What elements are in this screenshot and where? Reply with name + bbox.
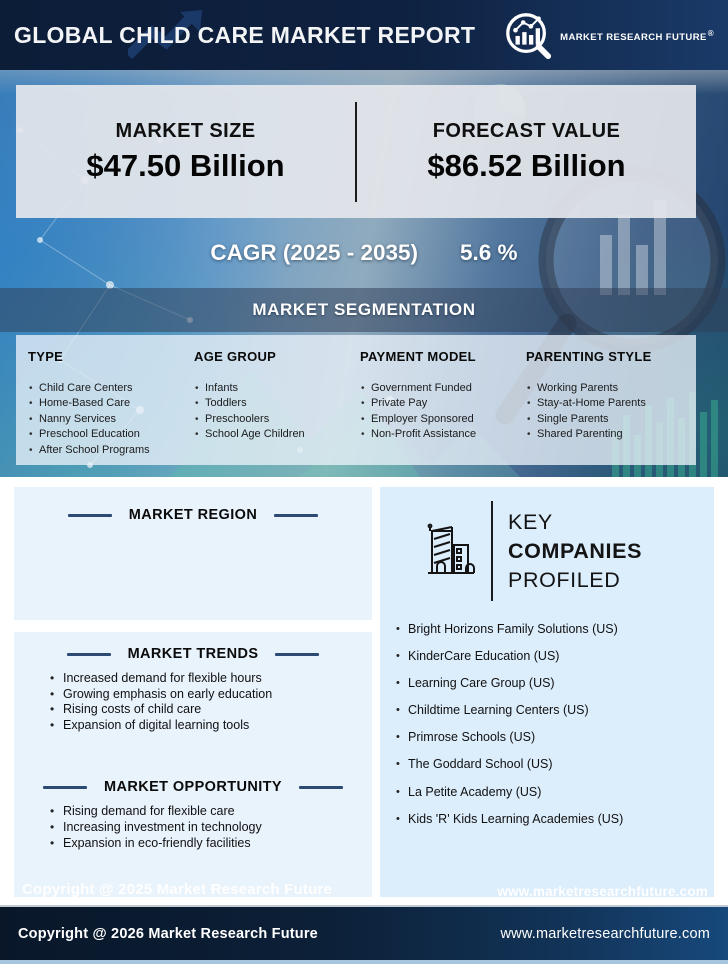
- segmentation-list-payment-model: [360, 381, 524, 443]
- forecast-value-label: FORECAST VALUE: [432, 119, 621, 142]
- segment-item: • School Age Children: [194, 427, 358, 442]
- key-companies-panel: [380, 487, 714, 897]
- key-companies-header: [422, 501, 714, 601]
- company-item: • La Petite Academy (US): [396, 786, 714, 799]
- title-dash-left: [67, 653, 111, 656]
- stats-panel: [16, 85, 696, 218]
- segmentation-list-parenting-style: [526, 381, 690, 443]
- segment-item: • Employer Sponsored: [360, 412, 524, 427]
- segmentation-heading: PAYMENT MODEL: [360, 349, 476, 364]
- market-opportunity-title-row: [14, 733, 372, 795]
- market-trends-title-row: [14, 632, 372, 662]
- watermark-copyright: Copyright @ 2025 Market Research Future: [22, 881, 333, 898]
- market-trends-title: MARKET TRENDS: [127, 646, 259, 662]
- key-companies-list: [396, 623, 714, 825]
- segmentation-band: [0, 288, 728, 332]
- segmentation-column-type: [26, 349, 192, 458]
- building-icon: [422, 523, 476, 579]
- companies-header-divider: [491, 501, 493, 601]
- footer-copyright: Copyright @ 2026 Market Research Future: [18, 925, 318, 942]
- company-item: • The Goddard School (US): [396, 758, 714, 771]
- segment-item: • Shared Parenting: [526, 427, 690, 442]
- segment-item: • Toddlers: [194, 396, 358, 411]
- title-dash-right: [275, 653, 319, 656]
- segment-item: • Government Funded: [360, 381, 524, 396]
- segmentation-heading: AGE GROUP: [194, 349, 277, 364]
- trend-item: • Increased demand for flexible hours: [50, 671, 372, 687]
- trend-item: • Growing emphasis on early education: [50, 687, 372, 703]
- segment-item: • Working Parents: [526, 381, 690, 396]
- company-item: • Kids 'R' Kids Learning Academies (US): [396, 813, 714, 826]
- market-opportunity-list: [50, 804, 372, 851]
- company-item: • Primrose Schools (US): [396, 731, 714, 744]
- key-companies-title: [508, 508, 642, 595]
- company-item: • Bright Horizons Family Solutions (US): [396, 623, 714, 636]
- segmentation-heading: PARENTING STYLE: [526, 349, 652, 364]
- forecast-value-stat: [357, 85, 696, 218]
- segment-item: • Home-Based Care: [28, 396, 192, 411]
- header: [0, 0, 728, 70]
- title-dash-left: [43, 786, 87, 789]
- company-item: • Learning Care Group (US): [396, 677, 714, 690]
- market-opportunity-title: MARKET OPPORTUNITY: [104, 779, 282, 796]
- market-region-title-row: [14, 487, 372, 523]
- key-companies-title-line1: KEY: [508, 509, 553, 534]
- segment-item: • Single Parents: [526, 412, 690, 427]
- company-item: • KinderCare Education (US): [396, 650, 714, 663]
- footer: [0, 905, 728, 960]
- segmentation-column-parenting-style: [524, 349, 690, 458]
- opportunity-item: • Increasing investment in technology: [50, 820, 372, 836]
- opportunity-item: • Rising demand for flexible care: [50, 804, 372, 820]
- key-companies-title-line3: PROFILED: [508, 567, 621, 592]
- segment-item: • Non-Profit Assistance: [360, 427, 524, 442]
- segment-item: • Stay-at-Home Parents: [526, 396, 690, 411]
- bottom-strip: [0, 960, 728, 964]
- cagr-row: [0, 240, 728, 266]
- segment-item: • Infants: [194, 381, 358, 396]
- registered-mark: ®: [707, 29, 714, 38]
- watermark-website: www.marketresearchfuture.com: [497, 884, 708, 899]
- cagr-value: 5.6 %: [460, 240, 518, 265]
- segmentation-column-payment-model: [358, 349, 524, 458]
- forecast-value-value: $86.52 Billion: [427, 147, 626, 183]
- hero-section: [0, 70, 728, 477]
- title-dash-right: [274, 514, 318, 517]
- title-dash-left: [68, 514, 112, 517]
- segmentation-list-type: [28, 381, 192, 458]
- key-companies-title-line2: COMPANIES: [508, 538, 643, 563]
- title-dash-right: [299, 786, 343, 789]
- market-size-label: MARKET SIZE: [115, 119, 256, 142]
- company-item: • Childtime Learning Centers (US): [396, 704, 714, 717]
- segment-item: • Private Pay: [360, 396, 524, 411]
- trend-item: • Rising costs of child care: [50, 702, 372, 718]
- segment-item: • After School Programs: [28, 443, 192, 458]
- segmentation-column-age-group: [192, 349, 358, 458]
- segmentation-panel: [16, 335, 696, 465]
- trend-item: • Expansion of digital learning tools: [50, 718, 372, 734]
- segmentation-title: MARKET SEGMENTATION: [252, 300, 476, 319]
- segment-item: • Child Care Centers: [28, 381, 192, 396]
- market-size-stat: [16, 85, 355, 218]
- market-region-panel: [14, 487, 372, 620]
- segment-item: • Nanny Services: [28, 412, 192, 427]
- cagr-label: CAGR (2025 - 2035): [210, 240, 419, 265]
- page-title: GLOBAL CHILD CARE MARKET REPORT: [14, 21, 476, 48]
- brand-name: MARKET RESEARCH FUTURE®: [560, 29, 714, 44]
- magnifier-chart-logo-icon: [503, 9, 553, 61]
- footer-website-link[interactable]: www.marketresearchfuture.com: [500, 925, 710, 942]
- segmentation-heading: TYPE: [28, 349, 64, 364]
- segment-item: • Preschoolers: [194, 412, 358, 427]
- market-region-title: MARKET REGION: [128, 507, 258, 523]
- market-trends-list: [50, 671, 372, 733]
- segmentation-list-age-group: [194, 381, 358, 443]
- market-size-value: $47.50 Billion: [86, 147, 285, 183]
- opportunity-item: • Expansion in eco-friendly facilities: [50, 836, 372, 852]
- segment-item: • Preschool Education: [28, 427, 192, 442]
- trends-opportunity-panel: [14, 632, 372, 897]
- brand-logo: [503, 9, 714, 61]
